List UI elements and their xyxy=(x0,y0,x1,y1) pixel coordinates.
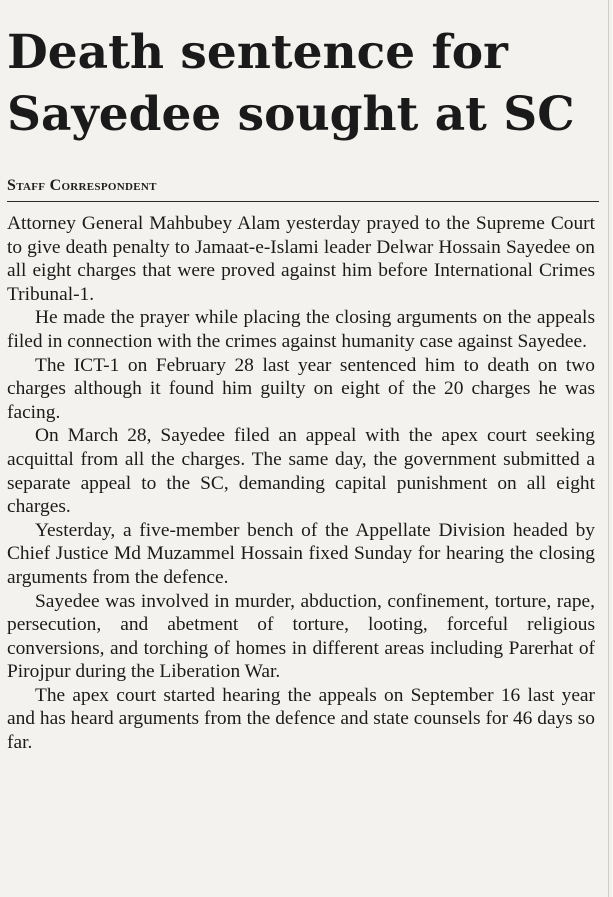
paragraph-1: Attorney General Mahbubey Alam yesterday prayed to the Supreme Court to give death penalty to Jamaat-e-Islami leader Delwar Hossain Sayedee on all eight charges that were proved against him before International Crimes Tribunal-1. xyxy=(7,213,595,305)
paragraph-2: He made the prayer while placing the closing arguments on the appeals filed in connection with the crimes against humanity case against Sayedee. xyxy=(7,307,595,352)
column-edge-divider xyxy=(608,0,609,897)
paragraph-3: The ICT-1 on February 28 last year sentenced him to death on two charges although it found him guilty on eight of the 20 charges he was facing. xyxy=(7,354,595,423)
paragraph-4: On March 28, Sayedee filed an appeal with the apex court seeking acquittal from all the charges. The same day, the government submitted a separate appeal to the SC, demanding capital punishment on all eight charges. xyxy=(7,425,595,518)
byline: Staff Correspondent xyxy=(7,177,157,194)
paragraph-6: Sayedee was involved in murder, abduction, confinement, torture, rape, persecution, and abetment of torture, looting, forceful religious conversions, and torching of homes in different areas including Parerhat of Pirojpur during the Liberation War. xyxy=(7,590,595,683)
paragraph-5: Yesterday, a five-member bench of the Appellate Division headed by Chief Justice Md Muzammel Hossain fixed Sunday for hearing the closing arguments from the defence. xyxy=(7,519,595,588)
article-body xyxy=(7,212,595,755)
byline-divider xyxy=(7,201,599,202)
headline xyxy=(7,22,607,146)
headline-line-2: Sayedee sought at SC xyxy=(7,87,575,142)
headline-line-1: Death sentence for xyxy=(7,25,508,80)
paragraph-7: The apex court started hearing the appeals on September 16 last year and has heard arguments from the defence and state counsels for 46 days so far. xyxy=(7,684,595,754)
